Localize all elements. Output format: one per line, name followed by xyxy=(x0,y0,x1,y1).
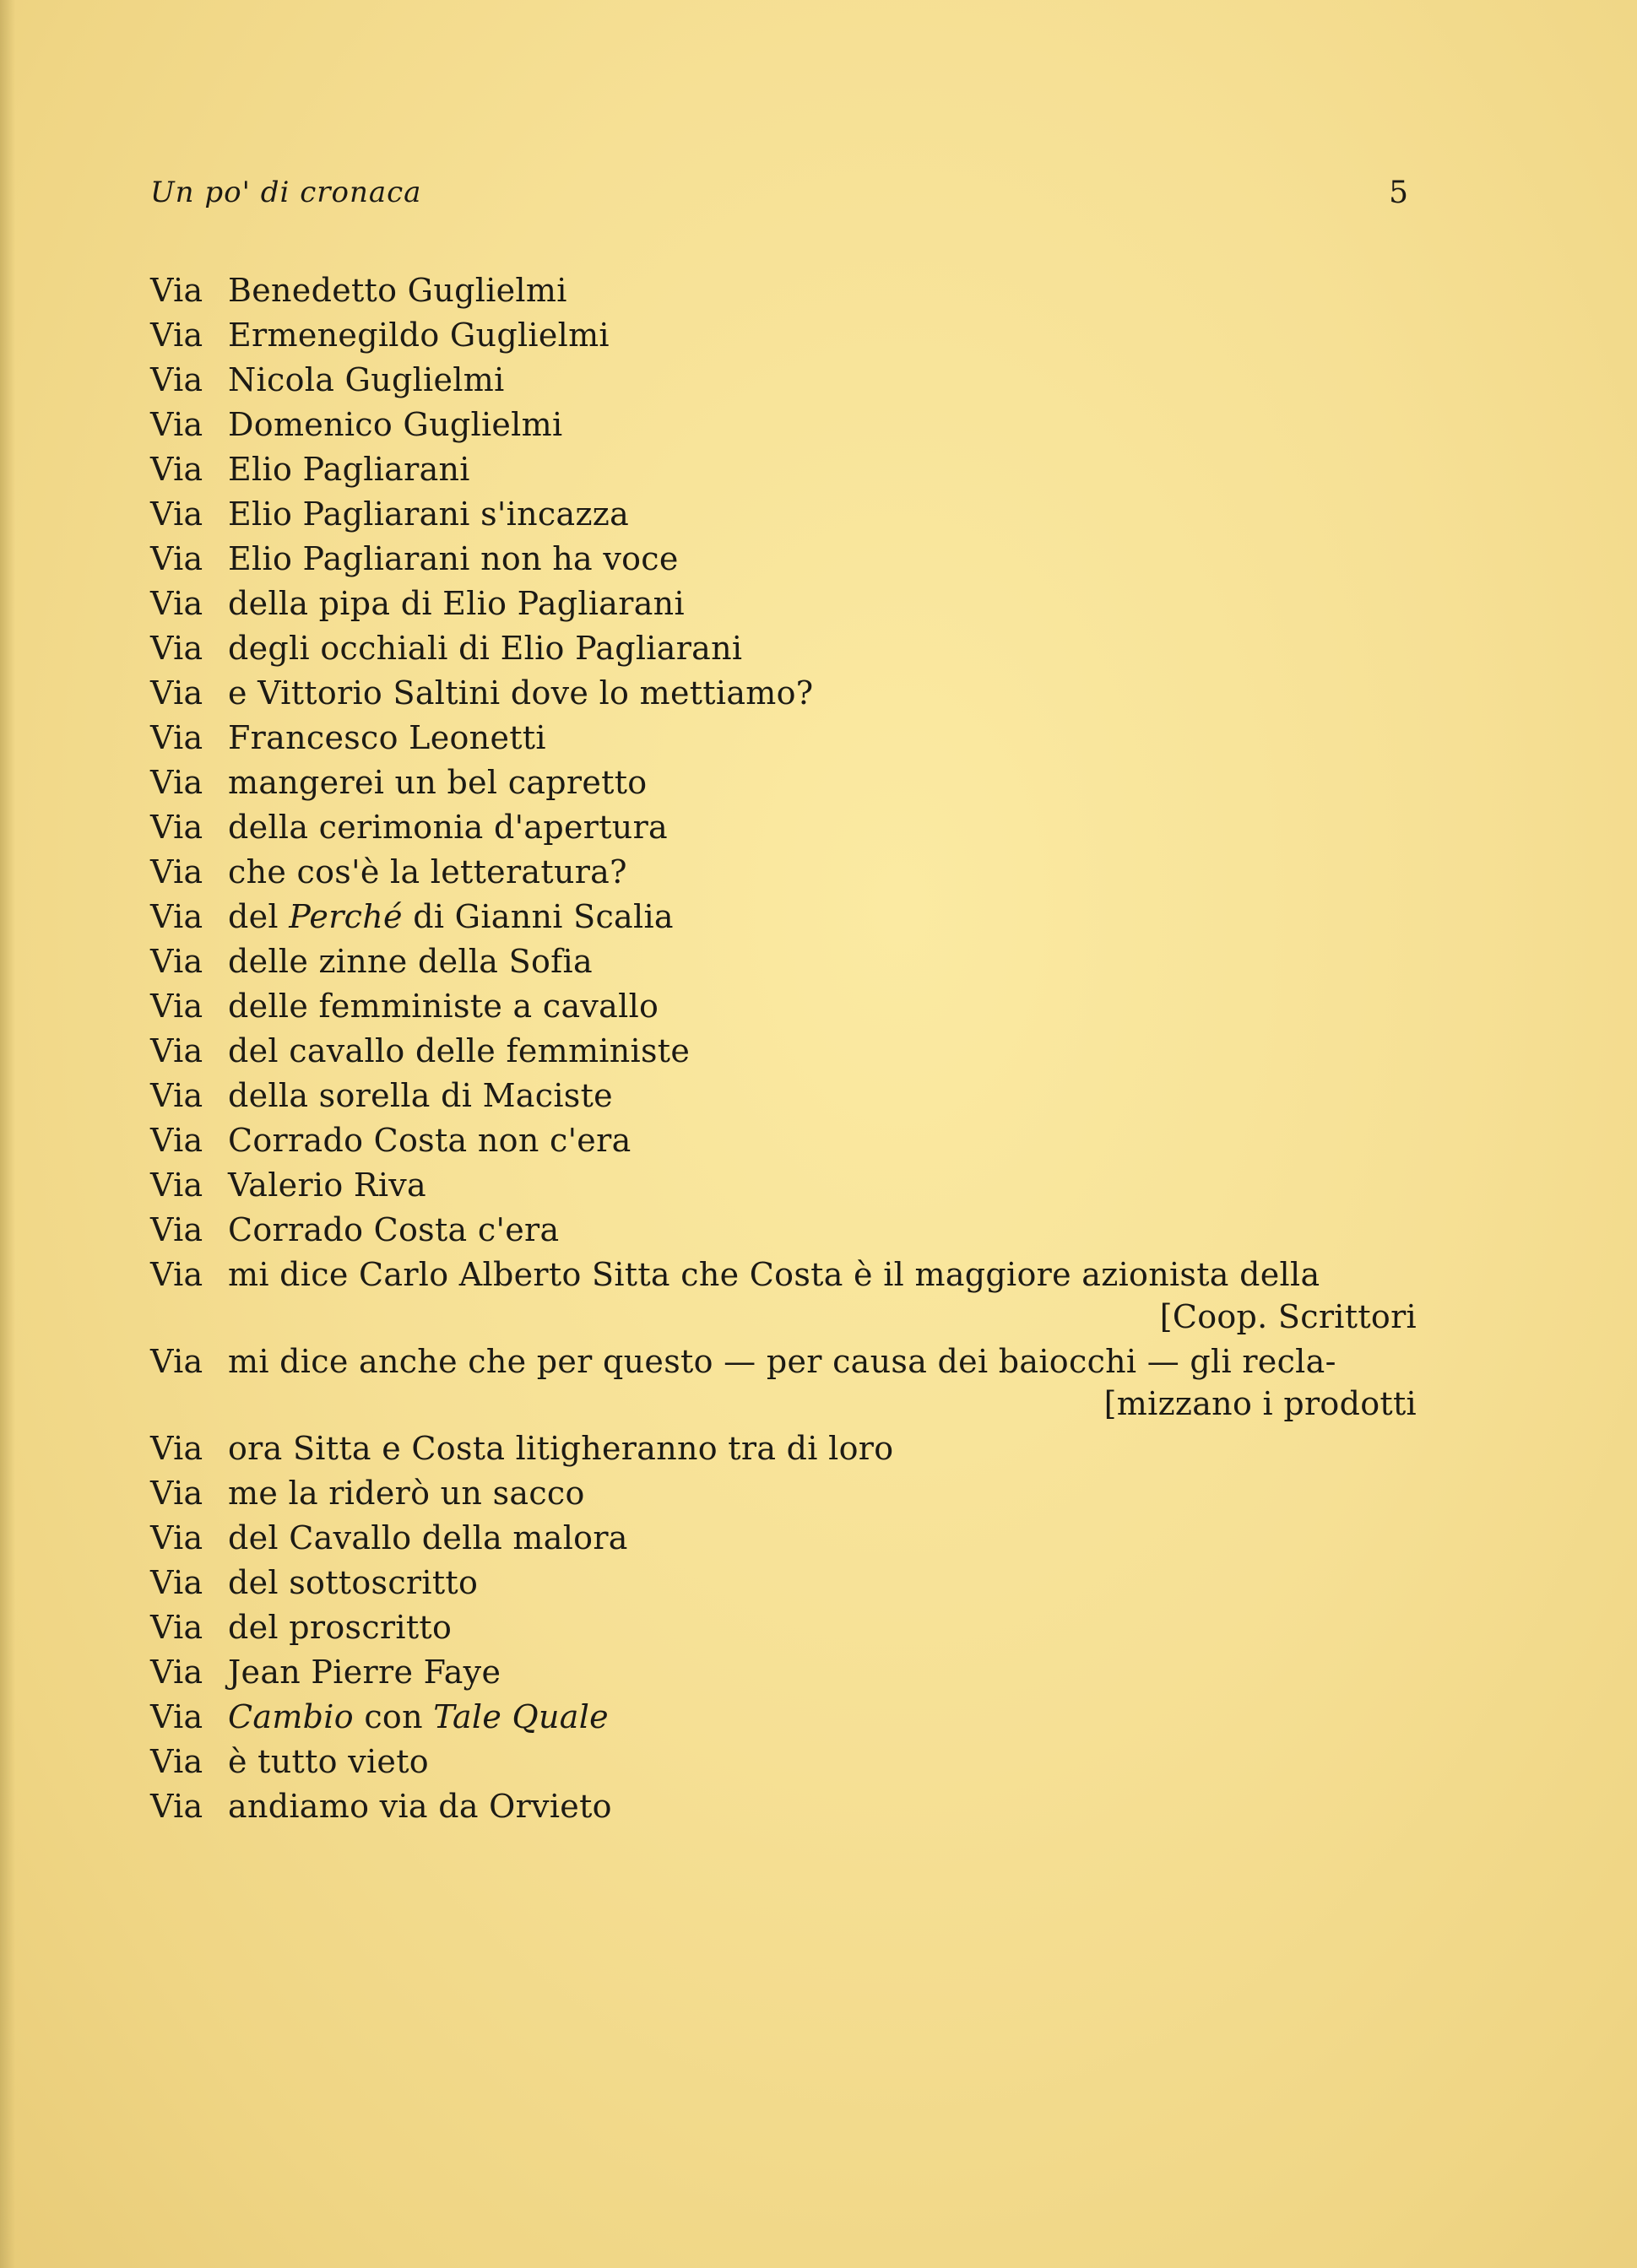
poem-line: Via del cavallo delle femministe xyxy=(150,1032,691,1069)
poem-line: Via del sottoscritto xyxy=(150,1564,479,1601)
poem-line: Via Elio Pagliarani s'incazza xyxy=(150,495,630,533)
poem-line: Via Benedetto Guglielmi xyxy=(150,272,567,309)
poem-line: Via Corrado Costa c'era xyxy=(150,1211,560,1248)
poem-line: Via delle zinne della Sofia xyxy=(150,943,593,980)
poem-line: Via della cerimonia d'apertura xyxy=(150,809,668,846)
poem-line: Via Valerio Riva xyxy=(150,1166,427,1204)
poem-line-long: Via mi dice anche che per questo — per causa dei baiocchi — gli recla- xyxy=(150,1343,1336,1380)
page-edge-shadow xyxy=(0,0,15,2268)
poem-line: Via Nicola Guglielmi xyxy=(150,361,505,398)
poem-line-continuation: [Coop. Scrittori xyxy=(1159,1298,1417,1335)
poem-line: Via degli occhiali di Elio Pagliarani xyxy=(150,630,743,667)
running-title: Un po' di cronaca xyxy=(150,176,422,209)
poem-line: Via mangerei un bel capretto xyxy=(150,764,648,801)
poem-line: Via del proscritto xyxy=(150,1609,453,1646)
poem-line: Via e Vittorio Saltini dove lo mettiamo? xyxy=(150,674,814,712)
page-number: 5 xyxy=(1389,176,1408,210)
poem-line: Via è tutto vieto xyxy=(150,1743,429,1780)
poem-line-long: Via mi dice Carlo Alberto Sitta che Costa è il maggiore azionista della xyxy=(150,1256,1320,1293)
poem-line: Via Jean Pierre Faye xyxy=(150,1654,501,1691)
poem-line: Via delle femministe a cavallo xyxy=(150,988,659,1025)
poem-line-perche: Via del Perché di Gianni Scalia xyxy=(150,898,674,935)
poem-line: Via ora Sitta e Costa litigheranno tra di loro xyxy=(150,1430,894,1467)
poem-line: Via Elio Pagliarani non ha voce xyxy=(150,540,679,577)
poem-line: Via me la riderò un sacco xyxy=(150,1475,585,1512)
page-header xyxy=(150,176,1408,226)
poem-line: Via che cos'è la letteratura? xyxy=(150,853,627,890)
poem-line: Via del Cavallo della malora xyxy=(150,1519,628,1556)
poem-line: Via della sorella di Maciste xyxy=(150,1077,613,1114)
poem-line: Via Francesco Leonetti xyxy=(150,719,546,756)
poem-line-cambio: Via Cambio con Tale Quale xyxy=(150,1698,609,1735)
poem-line: Via Corrado Costa non c'era xyxy=(150,1122,631,1159)
poem-body xyxy=(150,268,1417,1829)
poem-line: Via Elio Pagliarani xyxy=(150,451,470,488)
poem-line: Via andiamo via da Orvieto xyxy=(150,1788,612,1825)
poem-line: Via Ermenegildo Guglielmi xyxy=(150,317,610,354)
poem-line: Via della pipa di Elio Pagliarani xyxy=(150,585,685,622)
poem-line-continuation: [mizzano i prodotti xyxy=(1103,1385,1417,1422)
poem-line: Via Domenico Guglielmi xyxy=(150,406,563,443)
